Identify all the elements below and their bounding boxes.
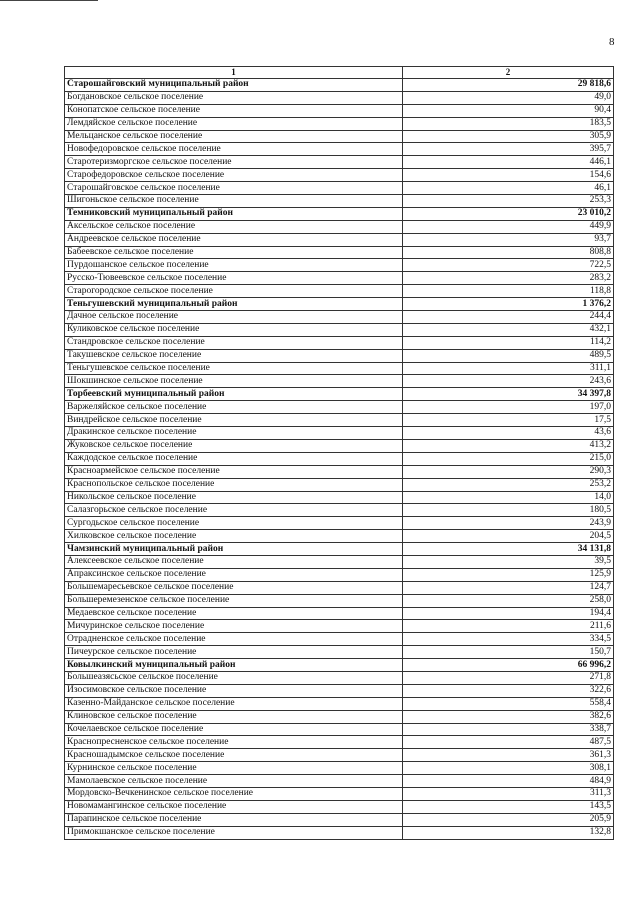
district-name: Ковылкинский муниципальный район	[65, 659, 403, 672]
settlement-value: 93,7	[403, 233, 614, 246]
settlement-value: 39,5	[403, 555, 614, 568]
settlement-name: Конопатское сельское поселение	[65, 104, 403, 117]
district-total: 66 996,2	[403, 659, 614, 672]
settlement-name: Бабеевское сельское поселение	[65, 246, 403, 259]
table-row	[65, 375, 614, 388]
district-name: Теньгушевский муниципальный район	[65, 298, 403, 311]
table-row	[65, 220, 614, 233]
settlement-name: Курнинское сельское поселение	[65, 762, 403, 775]
settlement-value: 311,3	[403, 787, 614, 800]
settlement-name: Каждодское сельское поселение	[65, 452, 403, 465]
table-row	[65, 362, 614, 375]
settlement-name: Отрадненское сельское поселение	[65, 633, 403, 646]
table-row	[65, 195, 614, 208]
settlement-value: 197,0	[403, 401, 614, 414]
settlement-name: Шигоньское сельское поселение	[65, 195, 403, 208]
settlement-value: 125,9	[403, 568, 614, 581]
table-row	[65, 117, 614, 130]
settlement-value: 180,5	[403, 504, 614, 517]
table-row	[65, 504, 614, 517]
settlement-value: 338,7	[403, 723, 614, 736]
settlement-value: 258,0	[403, 594, 614, 607]
settlement-value: 283,2	[403, 272, 614, 285]
settlement-value: 244,4	[403, 311, 614, 324]
settlement-name: Клиновское сельское поселение	[65, 710, 403, 723]
settlement-name: Мичуринское сельское поселение	[65, 620, 403, 633]
settlement-name: Алексеевское сельское поселение	[65, 555, 403, 568]
settlement-value: 308,1	[403, 762, 614, 775]
settlement-value: 253,2	[403, 478, 614, 491]
settlement-name: Казенно-Майданское сельское поселение	[65, 697, 403, 710]
settlement-name: Такушевское сельское поселение	[65, 349, 403, 362]
table-row	[65, 530, 614, 543]
settlement-value: 484,9	[403, 775, 614, 788]
settlement-name: Апраксинское сельское поселение	[65, 568, 403, 581]
settlement-value: 183,5	[403, 117, 614, 130]
table-row	[65, 594, 614, 607]
settlement-value: 124,7	[403, 581, 614, 594]
table-row	[65, 491, 614, 504]
table-row	[65, 697, 614, 710]
settlement-name: Дракинское сельское поселение	[65, 427, 403, 440]
district-name: Темниковский муниципальный район	[65, 207, 403, 220]
settlement-value: 204,5	[403, 530, 614, 543]
district-total: 1 376,2	[403, 298, 614, 311]
settlement-name: Пурдошанское сельское поселение	[65, 259, 403, 272]
settlement-name: Примокшанское сельское поселение	[65, 826, 403, 839]
settlement-name: Сургодьское сельское поселение	[65, 517, 403, 530]
settlement-name: Краснопресненское сельское поселение	[65, 736, 403, 749]
table-row	[65, 555, 614, 568]
table-row	[65, 259, 614, 272]
settlement-value: 132,8	[403, 826, 614, 839]
settlement-name: Теньгушевское сельское поселение	[65, 362, 403, 375]
settlement-name: Мордовско-Вечкенинское сельское поселение	[65, 787, 403, 800]
settlement-value: 489,5	[403, 349, 614, 362]
table-row	[65, 762, 614, 775]
settlement-name: Большеазясьское сельское поселение	[65, 671, 403, 684]
settlement-value: 90,4	[403, 104, 614, 117]
table-row	[65, 671, 614, 684]
table-row	[65, 401, 614, 414]
settlement-name: Старогородское сельское поселение	[65, 285, 403, 298]
table-row	[65, 439, 614, 452]
page-number: 8	[609, 36, 615, 48]
settlement-value: 205,9	[403, 813, 614, 826]
table-row	[65, 130, 614, 143]
table-row	[65, 787, 614, 800]
table-row	[65, 427, 614, 440]
table-row	[65, 710, 614, 723]
table-row	[65, 568, 614, 581]
table-row	[65, 285, 614, 298]
settlement-value: 43,6	[403, 427, 614, 440]
table-row	[65, 311, 614, 324]
table-row	[65, 323, 614, 336]
settlement-name: Хилковское сельское поселение	[65, 530, 403, 543]
settlement-name: Большемаресьевское сельское поселение	[65, 581, 403, 594]
settlement-value: 413,2	[403, 439, 614, 452]
district-name: Торбеевский муниципальный район	[65, 388, 403, 401]
table-row	[65, 633, 614, 646]
table-row	[65, 156, 614, 169]
settlement-name: Новофедоровское сельское поселение	[65, 143, 403, 156]
settlement-value: 14,0	[403, 491, 614, 504]
settlement-name: Парапинское сельское поселение	[65, 813, 403, 826]
table-row	[65, 826, 614, 839]
district-row	[65, 659, 614, 672]
settlement-name: Салазгорьское сельское поселение	[65, 504, 403, 517]
settlement-value: 150,7	[403, 646, 614, 659]
settlement-value: 243,9	[403, 517, 614, 530]
settlement-name: Старотеризморгское сельское поселение	[65, 156, 403, 169]
settlement-name: Андреевское сельское поселение	[65, 233, 403, 246]
settlement-name: Шокшинское сельское поселение	[65, 375, 403, 388]
table-header-row	[65, 67, 614, 79]
column-header-1: 1	[65, 67, 403, 79]
settlement-name: Старофедоровское сельское поселение	[65, 169, 403, 182]
table-row	[65, 684, 614, 697]
district-total: 34 397,8	[403, 388, 614, 401]
settlement-value: 211,6	[403, 620, 614, 633]
settlement-value: 322,6	[403, 684, 614, 697]
district-row	[65, 388, 614, 401]
settlement-name: Пичеурское сельское поселение	[65, 646, 403, 659]
table-row	[65, 813, 614, 826]
table-row	[65, 800, 614, 813]
settlement-name: Изосимовское сельское поселение	[65, 684, 403, 697]
settlement-value: 17,5	[403, 414, 614, 427]
table-row	[65, 414, 614, 427]
settlement-value: 311,1	[403, 362, 614, 375]
settlement-value: 118,8	[403, 285, 614, 298]
settlement-value: 382,6	[403, 710, 614, 723]
settlement-value: 395,7	[403, 143, 614, 156]
table-row	[65, 736, 614, 749]
settlement-value: 46,1	[403, 182, 614, 195]
settlement-name: Богдановское сельское поселение	[65, 91, 403, 104]
settlement-name: Русско-Тювеевское сельское поселение	[65, 272, 403, 285]
settlement-name: Красноармейское сельское поселение	[65, 465, 403, 478]
settlement-name: Кочелаевское сельское поселение	[65, 723, 403, 736]
budget-table	[64, 66, 614, 840]
table-row	[65, 775, 614, 788]
district-row	[65, 298, 614, 311]
table-row	[65, 104, 614, 117]
district-row	[65, 79, 614, 92]
settlement-name: Мамолаевское сельское поселение	[65, 775, 403, 788]
table-row	[65, 336, 614, 349]
table-row	[65, 465, 614, 478]
table-row	[65, 749, 614, 762]
settlement-name: Виндрейское сельское поселение	[65, 414, 403, 427]
district-total: 23 010,2	[403, 207, 614, 220]
settlement-value: 194,4	[403, 607, 614, 620]
settlement-value: 271,8	[403, 671, 614, 684]
table-row	[65, 91, 614, 104]
district-total: 29 818,6	[403, 79, 614, 92]
table-row	[65, 723, 614, 736]
table-row	[65, 607, 614, 620]
settlement-value: 243,6	[403, 375, 614, 388]
settlement-name: Старошайговское сельское поселение	[65, 182, 403, 195]
table-row	[65, 169, 614, 182]
settlement-value: 253,3	[403, 195, 614, 208]
column-header-2: 2	[403, 67, 614, 79]
settlement-value: 558,4	[403, 697, 614, 710]
settlement-name: Аксельское сельское поселение	[65, 220, 403, 233]
table-row	[65, 182, 614, 195]
settlement-name: Дачное сельское поселение	[65, 311, 403, 324]
settlement-name: Никольское сельское поселение	[65, 491, 403, 504]
settlement-name: Варжеляйское сельское поселение	[65, 401, 403, 414]
settlement-value: 446,1	[403, 156, 614, 169]
settlement-name: Медаевское сельское поселение	[65, 607, 403, 620]
table-row	[65, 452, 614, 465]
table-row	[65, 581, 614, 594]
settlement-value: 49,0	[403, 91, 614, 104]
district-name: Чамзинский муниципальный район	[65, 543, 403, 556]
table-row	[65, 272, 614, 285]
settlement-name: Куликовское сельское поселение	[65, 323, 403, 336]
top-rule	[0, 0, 98, 1]
table-body	[65, 79, 614, 840]
settlement-value: 722,5	[403, 259, 614, 272]
table-row	[65, 246, 614, 259]
settlement-value: 334,5	[403, 633, 614, 646]
settlement-value: 154,6	[403, 169, 614, 182]
table-row	[65, 478, 614, 491]
settlement-value: 449,9	[403, 220, 614, 233]
district-row	[65, 207, 614, 220]
district-row	[65, 543, 614, 556]
settlement-name: Новомамангинское сельское поселение	[65, 800, 403, 813]
settlement-value: 432,1	[403, 323, 614, 336]
settlement-value: 290,3	[403, 465, 614, 478]
settlement-value: 215,0	[403, 452, 614, 465]
table-row	[65, 233, 614, 246]
settlement-value: 143,5	[403, 800, 614, 813]
settlement-name: Жуковское сельское поселение	[65, 439, 403, 452]
table-row	[65, 349, 614, 362]
settlement-value: 305,9	[403, 130, 614, 143]
settlement-value: 808,8	[403, 246, 614, 259]
settlement-value: 114,2	[403, 336, 614, 349]
settlement-name: Лемдяйское сельское поселение	[65, 117, 403, 130]
settlement-value: 361,3	[403, 749, 614, 762]
table-row	[65, 517, 614, 530]
table-row	[65, 646, 614, 659]
settlement-name: Большеремезенское сельское поселение	[65, 594, 403, 607]
table-row	[65, 620, 614, 633]
table-row	[65, 143, 614, 156]
settlement-value: 487,5	[403, 736, 614, 749]
settlement-name: Мельцанское сельское поселение	[65, 130, 403, 143]
district-name: Старошайговский муниципальный район	[65, 79, 403, 92]
settlement-name: Стандровское сельское поселение	[65, 336, 403, 349]
settlement-name: Краснопольское сельское поселение	[65, 478, 403, 491]
settlement-name: Красношадымское сельское поселение	[65, 749, 403, 762]
district-total: 34 131,8	[403, 543, 614, 556]
